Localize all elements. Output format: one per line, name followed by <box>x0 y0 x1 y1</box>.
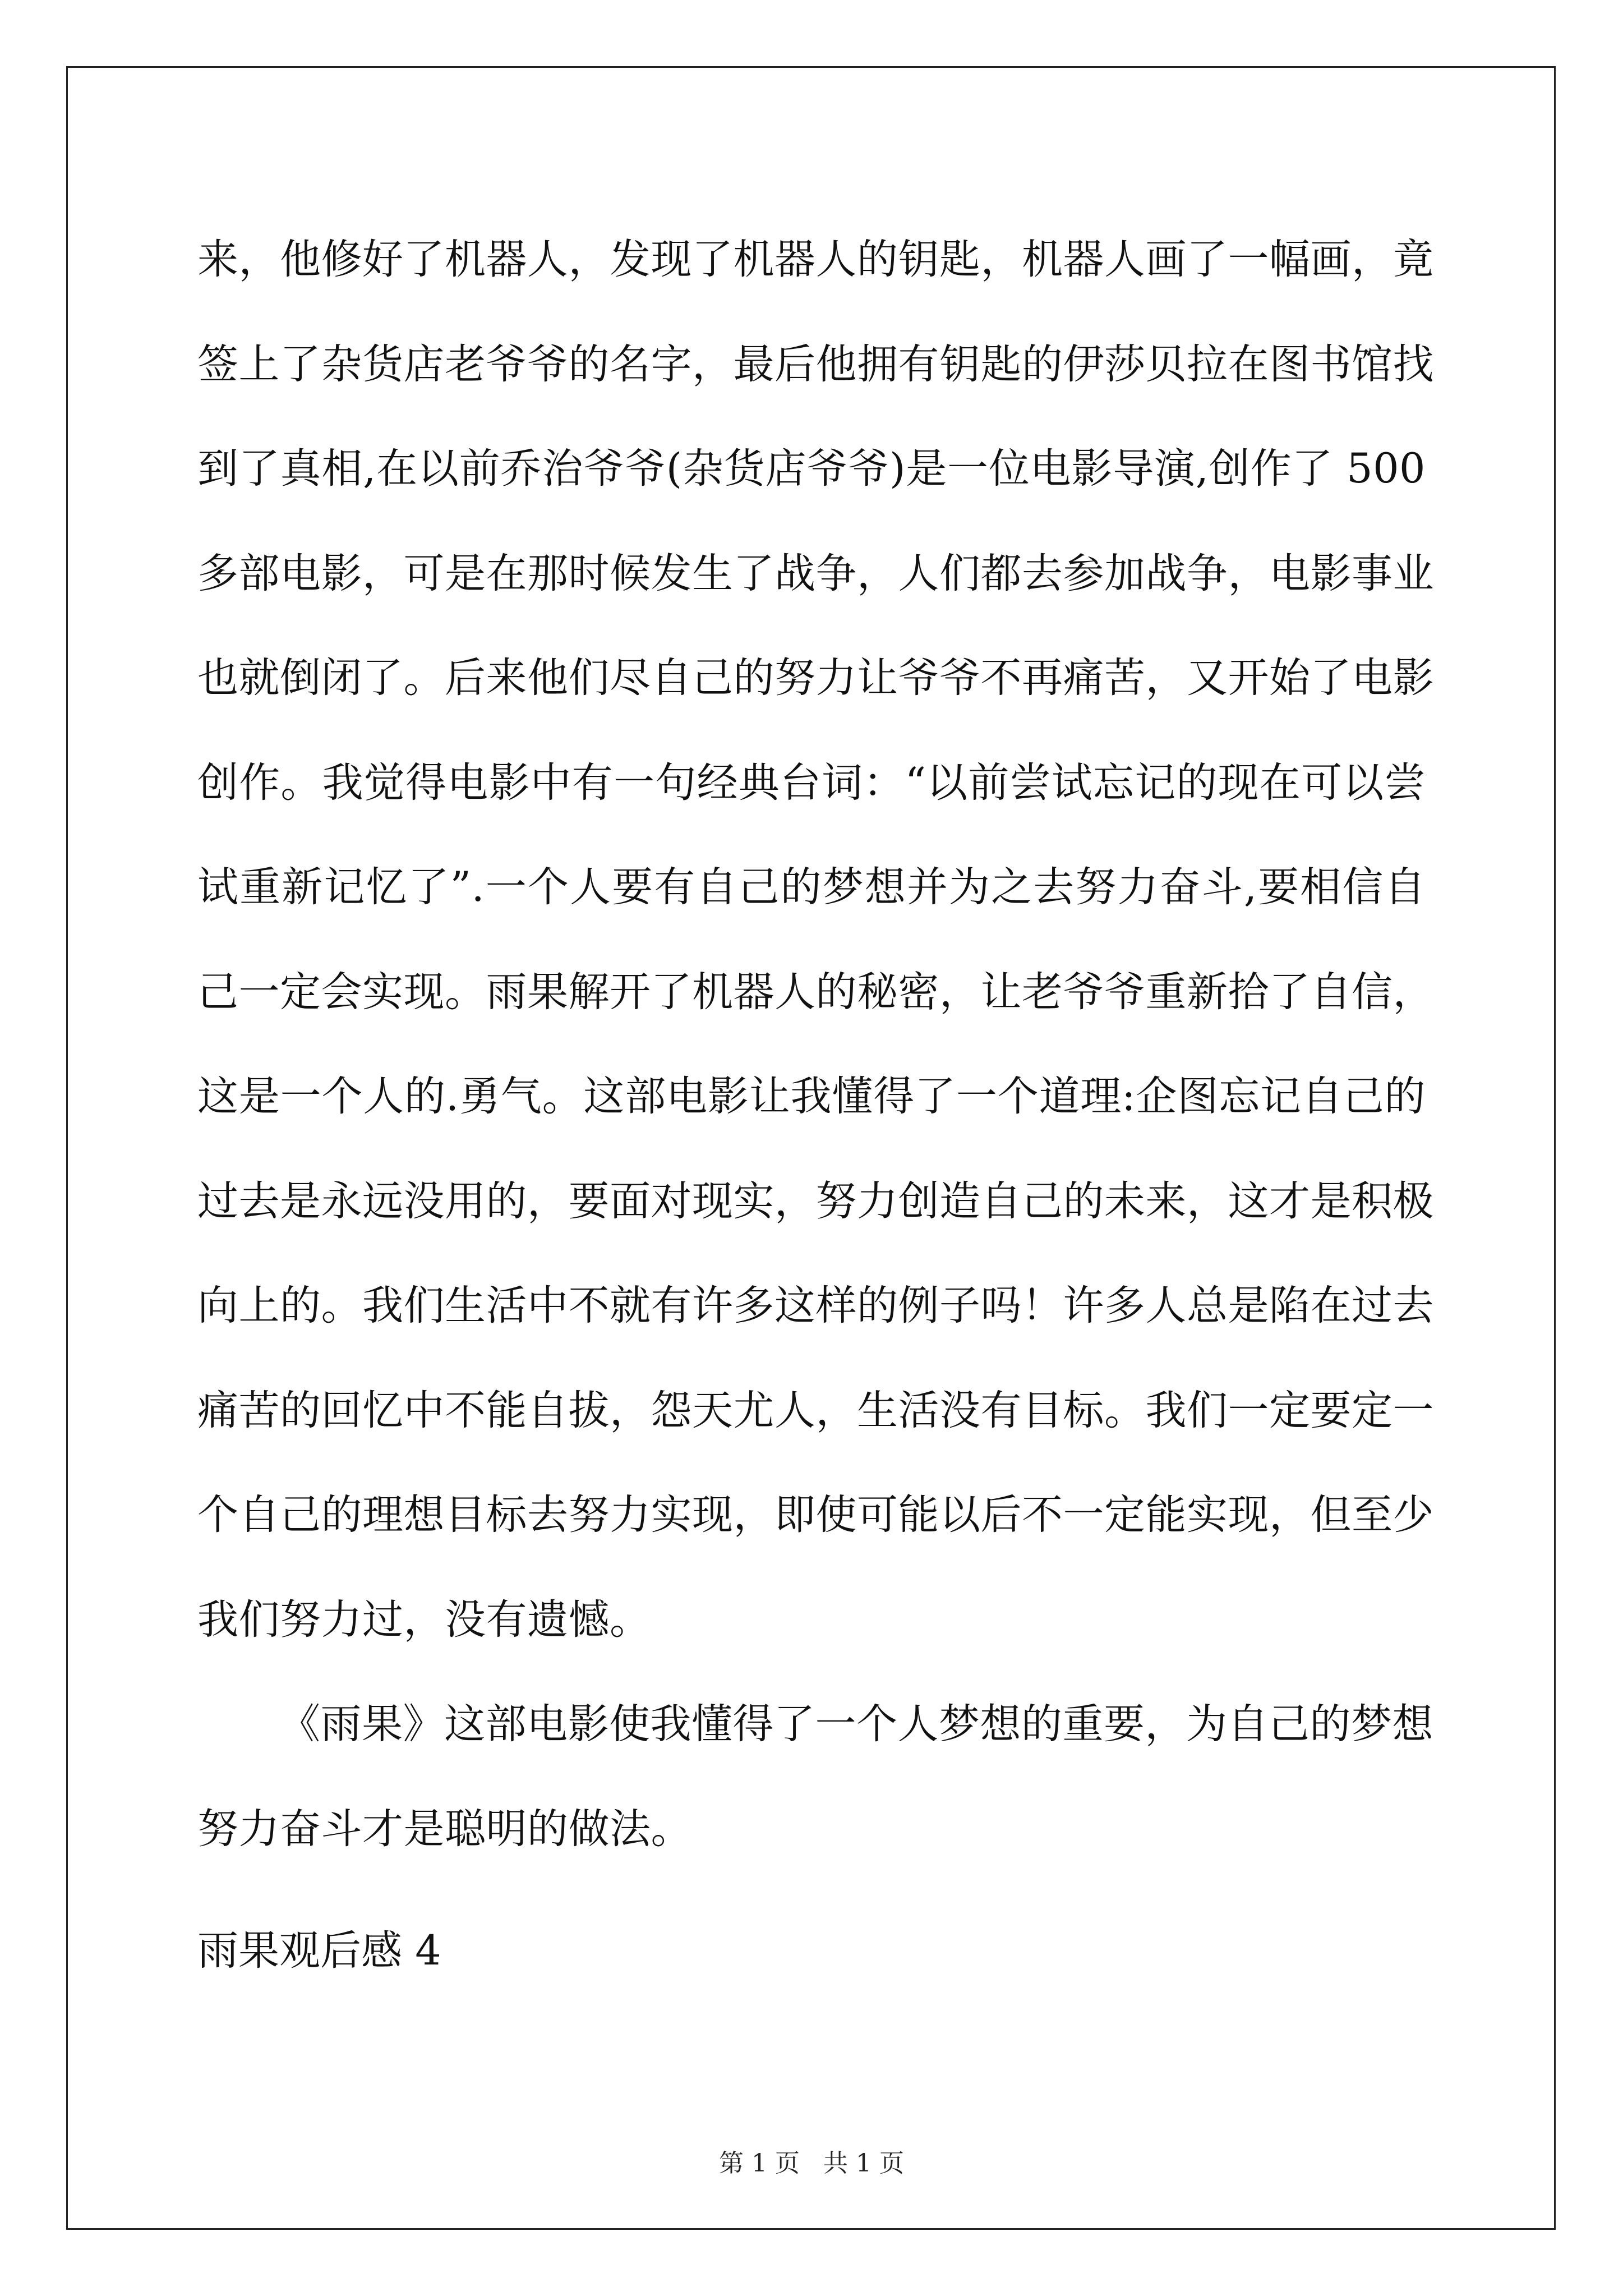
text-line: 多部电影，可是在那时候发生了战争，人们都去参加战争，电影事业 <box>197 549 1434 597</box>
text-line: 个自己的理想目标去努力实现，即使可能以后不一定能实现，但至少 <box>197 1491 1434 1539</box>
text-line: 签上了杂货店老爷爷的名字，最后他拥有钥匙的伊莎贝拉在图书馆找 <box>197 340 1434 388</box>
text-line: 创作。我觉得电影中有一句经典台词：“以前尝试忘记的现在可以尝 <box>197 758 1426 807</box>
text-line: 试重新记忆了”.一个人要有自己的梦想并为之去努力奋斗,要相信自 <box>197 863 1426 911</box>
text-line: 这是一个人的.勇气。这部电影让我懂得了一个道理:企图忘记自己的 <box>197 1073 1426 1120</box>
text-line: 己一定会实现。雨果解开了机器人的秘密，让老爷爷重新拾了自信， <box>197 968 1434 1016</box>
text-line: 《雨果》这部电影使我懂得了一个人梦想的重要，为自己的梦想 <box>279 1700 1433 1748</box>
section-heading: 雨果观后感 4 <box>197 1927 441 1975</box>
text-line: 来，他修好了机器人，发现了机器人的钥匙，机器人画了一幅画，竟 <box>197 236 1434 283</box>
text-line: 痛苦的回忆中不能自拔，怨天尤人，生活没有目标。我们一定要定一 <box>197 1386 1434 1434</box>
text-line: 也就倒闭了。后来他们尽自己的努力让爷爷不再痛苦，又开始了电影 <box>197 654 1434 702</box>
body-text <box>197 208 1434 1881</box>
text-line: 到了真相,在以前乔治爷爷(杂货店爷爷)是一位电影导演,创作了 500 <box>197 445 1426 493</box>
text-line: 过去是永远没用的，要面对现实，努力创造自己的未来，这才是积极 <box>197 1177 1434 1225</box>
text-line: 努力奋斗才是聪明的做法。 <box>197 1805 692 1853</box>
text-line: 我们努力过，没有遗憾。 <box>197 1595 651 1644</box>
page-footer: 第 1 页 共 1 页 <box>719 2149 904 2178</box>
text-line: 向上的。我们生活中不就有许多这样的例子吗！许多人总是陷在过去 <box>197 1282 1434 1329</box>
